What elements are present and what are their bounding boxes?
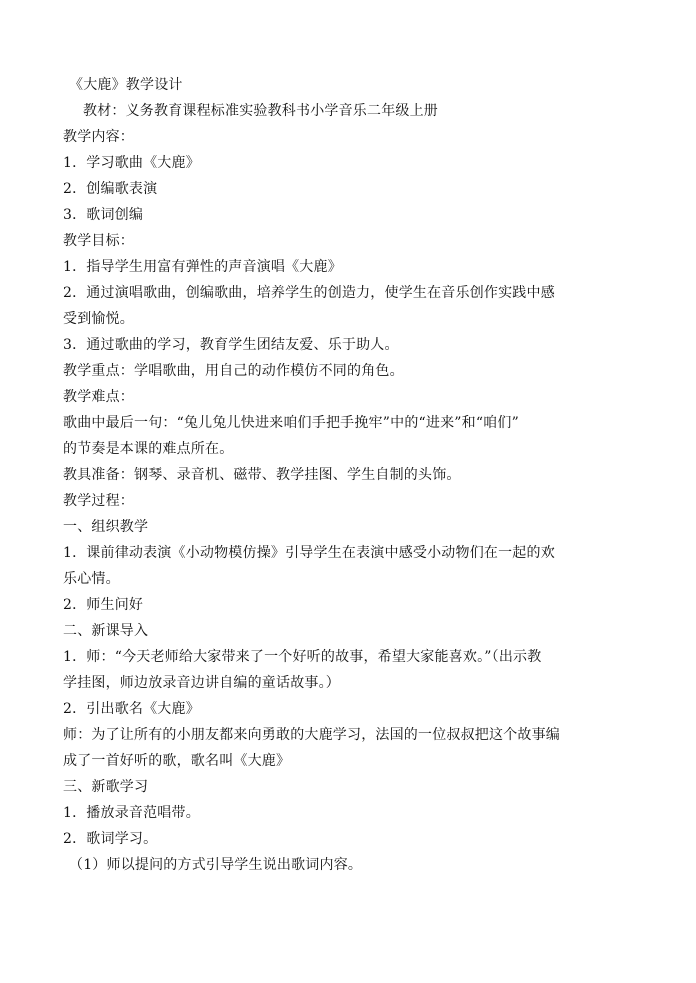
list-item: 1．播放录音范唱带。 [63,805,200,821]
list-item: 2．通过演唱歌曲，创编歌曲，培养学生的创造力，使学生在音乐创作实践中感 [63,285,555,301]
textbook-info: 教材：义务教育课程标准实验教科书小学音乐二年级上册 [83,103,438,119]
section-heading: 教学过程： [63,493,134,509]
subsection-heading: 二、新课导入 [63,623,149,639]
list-item: 2．歌词学习。 [63,831,158,847]
list-item: 2．师生问好 [63,597,144,613]
list-item: 1．师：“今天老师给大家带来了一个好听的故事，希望大家能喜欢。”（出示教 [63,649,542,665]
section-heading: 教学内容： [63,129,134,145]
subsection-heading: 三、新歌学习 [63,779,149,795]
subsection-heading: 一、组织教学 [63,519,149,535]
list-item: 2．创编歌表演 [63,181,158,197]
list-item: 1．指导学生用富有弹性的声音演唱《大鹿》 [63,259,342,275]
text-line: 歌曲中最后一句：“兔儿兔儿快进来咱们手把手挽牢”中的“进来”和“咱们” [63,415,519,431]
doc-title: 《大鹿》教学设计 [69,77,183,93]
document-page [63,72,663,878]
text-line: 乐心情。 [63,571,120,587]
list-item: 1．课前律动表演《小动物模仿操》引导学生在表演中感受小动物们在一起的欢 [63,545,555,561]
section-heading: 教学难点： [63,389,134,405]
text-line: 成了一首好听的歌，歌名叫《大鹿》 [63,753,291,769]
list-item: 3．歌词创编 [63,207,144,223]
text-line: 的节奏是本课的难点所在。 [63,441,234,457]
list-item: 2．引出歌名《大鹿》 [63,701,200,717]
section-heading: 教具准备：钢琴、录音机、磁带、教学挂图、学生自制的头饰。 [63,467,461,483]
text-line: 受到愉悦。 [63,311,134,327]
list-item: （1）师以提问的方式引导学生说出歌词内容。 [69,857,363,873]
section-heading: 教学目标： [63,233,134,249]
text-line: 师：为了让所有的小朋友都来向勇敢的大鹿学习，法国的一位叔叔把这个故事编 [63,727,560,743]
text-line: 学挂图，师边放录音边讲自编的童话故事。） [63,675,340,691]
list-item: 3．通过歌曲的学习，教育学生团结友爱、乐于助人。 [63,337,399,353]
section-heading: 教学重点：学唱歌曲，用自己的动作模仿不同的角色。 [63,363,404,379]
list-item: 1．学习歌曲《大鹿》 [63,155,200,171]
